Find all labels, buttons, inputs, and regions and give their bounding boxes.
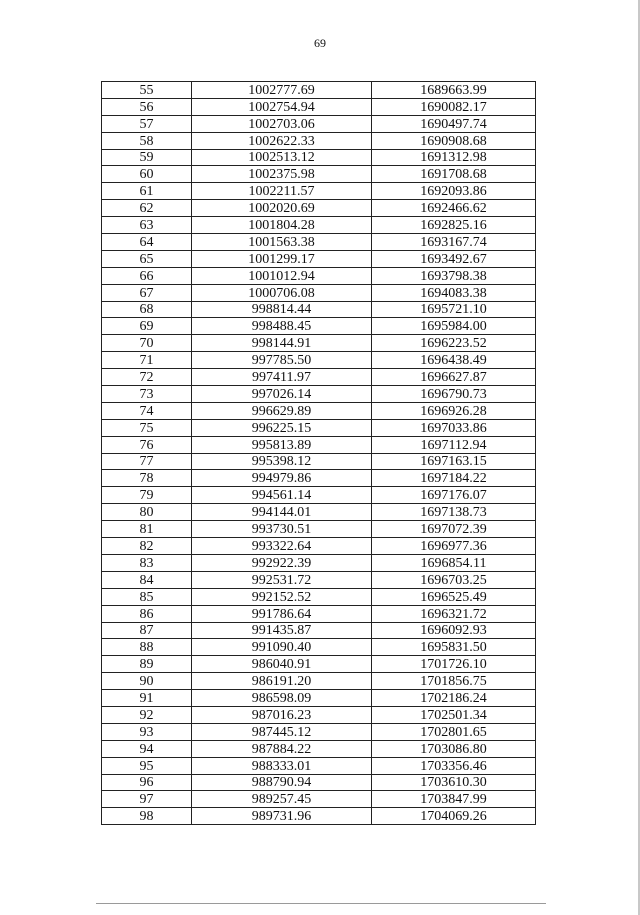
point-number-cell: 93 <box>102 723 192 740</box>
point-number-cell: 78 <box>102 470 192 487</box>
table-row <box>102 402 536 419</box>
y-coordinate-cell: 1697163.15 <box>372 453 536 470</box>
x-coordinate-cell: 994561.14 <box>192 487 372 504</box>
table-row <box>102 419 536 436</box>
y-coordinate-cell: 1690497.74 <box>372 115 536 132</box>
x-coordinate-cell: 998144.91 <box>192 335 372 352</box>
y-coordinate-cell: 1697138.73 <box>372 504 536 521</box>
table-row <box>102 504 536 521</box>
point-number-cell: 80 <box>102 504 192 521</box>
point-number-cell: 56 <box>102 98 192 115</box>
y-coordinate-cell: 1692093.86 <box>372 183 536 200</box>
point-number-cell: 72 <box>102 369 192 386</box>
x-coordinate-cell: 986040.91 <box>192 656 372 673</box>
x-coordinate-cell: 992531.72 <box>192 571 372 588</box>
y-coordinate-cell: 1695831.50 <box>372 639 536 656</box>
x-coordinate-cell: 1000706.08 <box>192 284 372 301</box>
y-coordinate-cell: 1693167.74 <box>372 234 536 251</box>
point-number-cell: 79 <box>102 487 192 504</box>
table-row <box>102 673 536 690</box>
point-number-cell: 95 <box>102 757 192 774</box>
table-row <box>102 217 536 234</box>
table-row <box>102 740 536 757</box>
y-coordinate-cell: 1697112.94 <box>372 436 536 453</box>
point-number-cell: 91 <box>102 690 192 707</box>
y-coordinate-cell: 1696321.72 <box>372 605 536 622</box>
point-number-cell: 57 <box>102 115 192 132</box>
x-coordinate-cell: 987445.12 <box>192 723 372 740</box>
table-row <box>102 267 536 284</box>
y-coordinate-cell: 1697033.86 <box>372 419 536 436</box>
y-coordinate-cell: 1702801.65 <box>372 723 536 740</box>
x-coordinate-cell: 1002375.98 <box>192 166 372 183</box>
y-coordinate-cell: 1692825.16 <box>372 217 536 234</box>
y-coordinate-cell: 1690908.68 <box>372 132 536 149</box>
point-number-cell: 58 <box>102 132 192 149</box>
table-row <box>102 791 536 808</box>
x-coordinate-cell: 997785.50 <box>192 352 372 369</box>
point-number-cell: 97 <box>102 791 192 808</box>
point-number-cell: 94 <box>102 740 192 757</box>
x-coordinate-cell: 987884.22 <box>192 740 372 757</box>
table-row <box>102 98 536 115</box>
y-coordinate-cell: 1693492.67 <box>372 250 536 267</box>
y-coordinate-cell: 1697184.22 <box>372 470 536 487</box>
table-row <box>102 234 536 251</box>
table-row <box>102 690 536 707</box>
x-coordinate-cell: 986598.09 <box>192 690 372 707</box>
y-coordinate-cell: 1703847.99 <box>372 791 536 808</box>
point-number-cell: 81 <box>102 521 192 538</box>
x-coordinate-cell: 1001299.17 <box>192 250 372 267</box>
y-coordinate-cell: 1703610.30 <box>372 774 536 791</box>
table-row <box>102 453 536 470</box>
y-coordinate-cell: 1703356.46 <box>372 757 536 774</box>
point-number-cell: 68 <box>102 301 192 318</box>
point-number-cell: 77 <box>102 453 192 470</box>
point-number-cell: 64 <box>102 234 192 251</box>
table-row <box>102 470 536 487</box>
y-coordinate-cell: 1694083.38 <box>372 284 536 301</box>
point-number-cell: 85 <box>102 588 192 605</box>
point-number-cell: 71 <box>102 352 192 369</box>
x-coordinate-cell: 1001804.28 <box>192 217 372 234</box>
y-coordinate-cell: 1704069.26 <box>372 808 536 825</box>
x-coordinate-cell: 1002754.94 <box>192 98 372 115</box>
x-coordinate-cell: 1001563.38 <box>192 234 372 251</box>
point-number-cell: 59 <box>102 149 192 166</box>
y-coordinate-cell: 1696854.11 <box>372 554 536 571</box>
y-coordinate-cell: 1691312.98 <box>372 149 536 166</box>
point-number-cell: 90 <box>102 673 192 690</box>
y-coordinate-cell: 1701856.75 <box>372 673 536 690</box>
point-number-cell: 86 <box>102 605 192 622</box>
table-row <box>102 335 536 352</box>
table-row <box>102 639 536 656</box>
table-row <box>102 200 536 217</box>
point-number-cell: 75 <box>102 419 192 436</box>
table-row <box>102 183 536 200</box>
point-number-cell: 73 <box>102 386 192 403</box>
x-coordinate-cell: 991786.64 <box>192 605 372 622</box>
point-number-cell: 65 <box>102 250 192 267</box>
point-number-cell: 63 <box>102 217 192 234</box>
y-coordinate-cell: 1696438.49 <box>372 352 536 369</box>
page-number: 69 <box>314 36 326 50</box>
point-number-cell: 92 <box>102 706 192 723</box>
table-row <box>102 757 536 774</box>
x-coordinate-cell: 988790.94 <box>192 774 372 791</box>
y-coordinate-cell: 1697072.39 <box>372 521 536 538</box>
x-coordinate-cell: 993322.64 <box>192 538 372 555</box>
x-coordinate-cell: 1001012.94 <box>192 267 372 284</box>
x-coordinate-cell: 1002211.57 <box>192 183 372 200</box>
x-coordinate-cell: 995813.89 <box>192 436 372 453</box>
x-coordinate-cell: 995398.12 <box>192 453 372 470</box>
table-row <box>102 538 536 555</box>
coordinates-table-body <box>102 82 536 825</box>
y-coordinate-cell: 1693798.38 <box>372 267 536 284</box>
y-coordinate-cell: 1696926.28 <box>372 402 536 419</box>
point-number-cell: 82 <box>102 538 192 555</box>
y-coordinate-cell: 1690082.17 <box>372 98 536 115</box>
x-coordinate-cell: 988333.01 <box>192 757 372 774</box>
coordinates-table <box>101 81 536 825</box>
table-row <box>102 588 536 605</box>
table-row <box>102 521 536 538</box>
x-coordinate-cell: 989731.96 <box>192 808 372 825</box>
point-number-cell: 60 <box>102 166 192 183</box>
point-number-cell: 55 <box>102 82 192 99</box>
x-coordinate-cell: 1002020.69 <box>192 200 372 217</box>
table-row <box>102 166 536 183</box>
x-coordinate-cell: 997026.14 <box>192 386 372 403</box>
x-coordinate-cell: 992922.39 <box>192 554 372 571</box>
table-row <box>102 554 536 571</box>
point-number-cell: 70 <box>102 335 192 352</box>
y-coordinate-cell: 1696525.49 <box>372 588 536 605</box>
table-row <box>102 706 536 723</box>
x-coordinate-cell: 1002777.69 <box>192 82 372 99</box>
point-number-cell: 83 <box>102 554 192 571</box>
table-row <box>102 808 536 825</box>
y-coordinate-cell: 1695984.00 <box>372 318 536 335</box>
table-row <box>102 622 536 639</box>
y-coordinate-cell: 1702186.24 <box>372 690 536 707</box>
x-coordinate-cell: 998488.45 <box>192 318 372 335</box>
table-row <box>102 132 536 149</box>
y-coordinate-cell: 1696092.93 <box>372 622 536 639</box>
y-coordinate-cell: 1696790.73 <box>372 386 536 403</box>
x-coordinate-cell: 994979.86 <box>192 470 372 487</box>
point-number-cell: 61 <box>102 183 192 200</box>
y-coordinate-cell: 1696703.25 <box>372 571 536 588</box>
table-row <box>102 369 536 386</box>
y-coordinate-cell: 1692466.62 <box>372 200 536 217</box>
y-coordinate-cell: 1696627.87 <box>372 369 536 386</box>
table-row <box>102 149 536 166</box>
x-coordinate-cell: 986191.20 <box>192 673 372 690</box>
x-coordinate-cell: 994144.01 <box>192 504 372 521</box>
x-coordinate-cell: 992152.52 <box>192 588 372 605</box>
point-number-cell: 74 <box>102 402 192 419</box>
y-coordinate-cell: 1691708.68 <box>372 166 536 183</box>
table-row <box>102 115 536 132</box>
point-number-cell: 69 <box>102 318 192 335</box>
y-coordinate-cell: 1695721.10 <box>372 301 536 318</box>
point-number-cell: 89 <box>102 656 192 673</box>
point-number-cell: 84 <box>102 571 192 588</box>
point-number-cell: 62 <box>102 200 192 217</box>
table-row <box>102 301 536 318</box>
table-row <box>102 571 536 588</box>
x-coordinate-cell: 996629.89 <box>192 402 372 419</box>
point-number-cell: 87 <box>102 622 192 639</box>
y-coordinate-cell: 1696223.52 <box>372 335 536 352</box>
table-row <box>102 774 536 791</box>
x-coordinate-cell: 993730.51 <box>192 521 372 538</box>
page-bottom-rule <box>96 903 546 904</box>
x-coordinate-cell: 997411.97 <box>192 369 372 386</box>
y-coordinate-cell: 1697176.07 <box>372 487 536 504</box>
x-coordinate-cell: 991090.40 <box>192 639 372 656</box>
table-row <box>102 352 536 369</box>
y-coordinate-cell: 1689663.99 <box>372 82 536 99</box>
x-coordinate-cell: 996225.15 <box>192 419 372 436</box>
table-row <box>102 386 536 403</box>
x-coordinate-cell: 998814.44 <box>192 301 372 318</box>
x-coordinate-cell: 1002622.33 <box>192 132 372 149</box>
point-number-cell: 98 <box>102 808 192 825</box>
y-coordinate-cell: 1696977.36 <box>372 538 536 555</box>
point-number-cell: 88 <box>102 639 192 656</box>
x-coordinate-cell: 1002703.06 <box>192 115 372 132</box>
x-coordinate-cell: 989257.45 <box>192 791 372 808</box>
table-row <box>102 723 536 740</box>
x-coordinate-cell: 987016.23 <box>192 706 372 723</box>
point-number-cell: 96 <box>102 774 192 791</box>
point-number-cell: 66 <box>102 267 192 284</box>
table-row <box>102 284 536 301</box>
table-row <box>102 605 536 622</box>
table-row <box>102 82 536 99</box>
y-coordinate-cell: 1702501.34 <box>372 706 536 723</box>
table-row <box>102 656 536 673</box>
x-coordinate-cell: 1002513.12 <box>192 149 372 166</box>
x-coordinate-cell: 991435.87 <box>192 622 372 639</box>
table-row <box>102 318 536 335</box>
table-row <box>102 250 536 267</box>
y-coordinate-cell: 1703086.80 <box>372 740 536 757</box>
y-coordinate-cell: 1701726.10 <box>372 656 536 673</box>
point-number-cell: 67 <box>102 284 192 301</box>
table-row <box>102 487 536 504</box>
point-number-cell: 76 <box>102 436 192 453</box>
table-row <box>102 436 536 453</box>
